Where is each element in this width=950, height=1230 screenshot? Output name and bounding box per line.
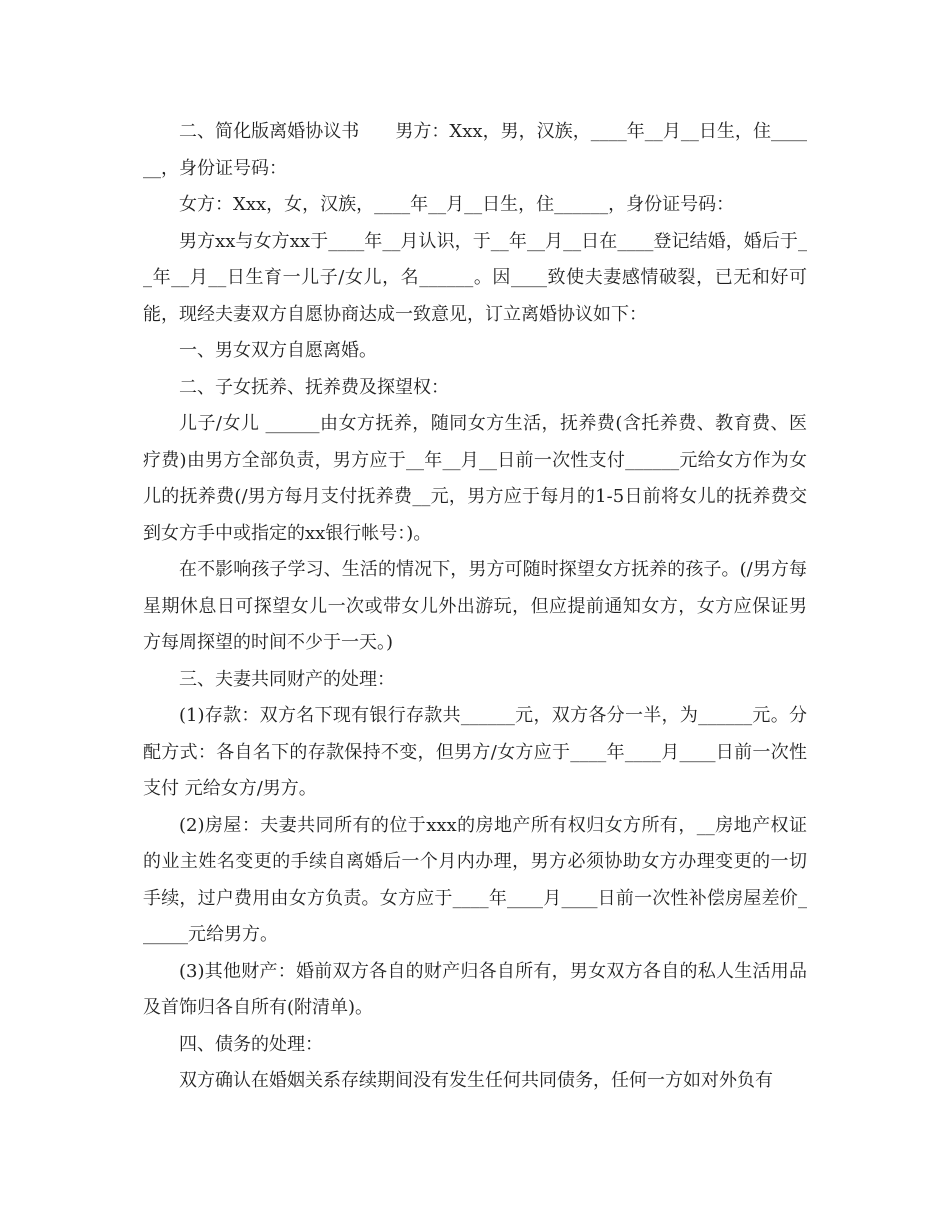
clause-3-heading: 三、夫妻共同财产的处理： bbox=[179, 668, 395, 690]
paragraph-marriage-background: 男方xx与女方xx于____年__月认识，于__年__月__日在____登记结婚，婚后于__年__月__日生育一儿子/女儿，名______。因____致使夫妻感情破裂，已无和好可能，现经夫妻双方自愿协商达成一致意见，订立离婚协议如下： bbox=[143, 230, 807, 325]
paragraph-other-property: (3)其他财产：婚前双方各自的财产归各自所有，男女双方各自的私人生活用品及首饰归各自所有(附清单)。 bbox=[143, 960, 807, 1018]
clause-1-divorce: 一、男女双方自愿离婚。 bbox=[179, 340, 377, 361]
paragraph-house: (2)房屋：夫妻共同所有的位于xxx的房地产所有权归女方所有，__房地产权证的业主姓名变更的手续自离婚后一个月内办理，男方必须协助女方办理变更的一切手续，过户费用由女方负责。女方应于____年____月____日前一次性补偿房屋差价______元给男方。 bbox=[143, 814, 807, 945]
paragraph-visitation: 在不影响孩子学习、生活的情况下，男方可随时探望女方抚养的孩子。(/男方每星期休息日可探望女儿一次或带女儿外出游玩，但应提前通知女方，女方应保证男方每周探望的时间不少于一天。) bbox=[143, 559, 807, 653]
paragraph-intro-male-party: 二、简化版离婚协议书 男方：Xxx，男，汉族，____年__月__日生，住______，身份证号码： bbox=[143, 121, 807, 179]
paragraph-debts: 双方确认在婚姻关系存续期间没有发生任何共同债务，任何一方如对外负有 bbox=[179, 1070, 773, 1091]
clause-2-heading: 二、子女抚养、抚养费及探望权： bbox=[179, 376, 449, 398]
clause-4-heading: 四、债务的处理： bbox=[179, 1033, 323, 1055]
paragraph-savings: (1)存款：双方名下现有银行存款共______元，双方各分一半，为______元。分配方式：各自名下的存款保持不变，但男方/女方应于____年____月____日前一次性支付 元给女方/男方。 bbox=[143, 705, 807, 799]
paragraph-child-support: 儿子/女儿 ______由女方抚养，随同女方生活，抚养费(含托养费、教育费、医疗费)由男方全部负责，男方应于__年__月__日前一次性支付______元给女方作为女儿的抚养费(/男方每月支付抚养费__元，男方应于每月的1-5日前将女儿的抚养费交到女方手中或指定的xx银行帐号：)。 bbox=[143, 413, 807, 544]
document-body bbox=[143, 114, 807, 1100]
paragraph-female-party: 女方：Xxx，女，汉族，____年__月__日生，住______，身份证号码： bbox=[179, 194, 735, 215]
